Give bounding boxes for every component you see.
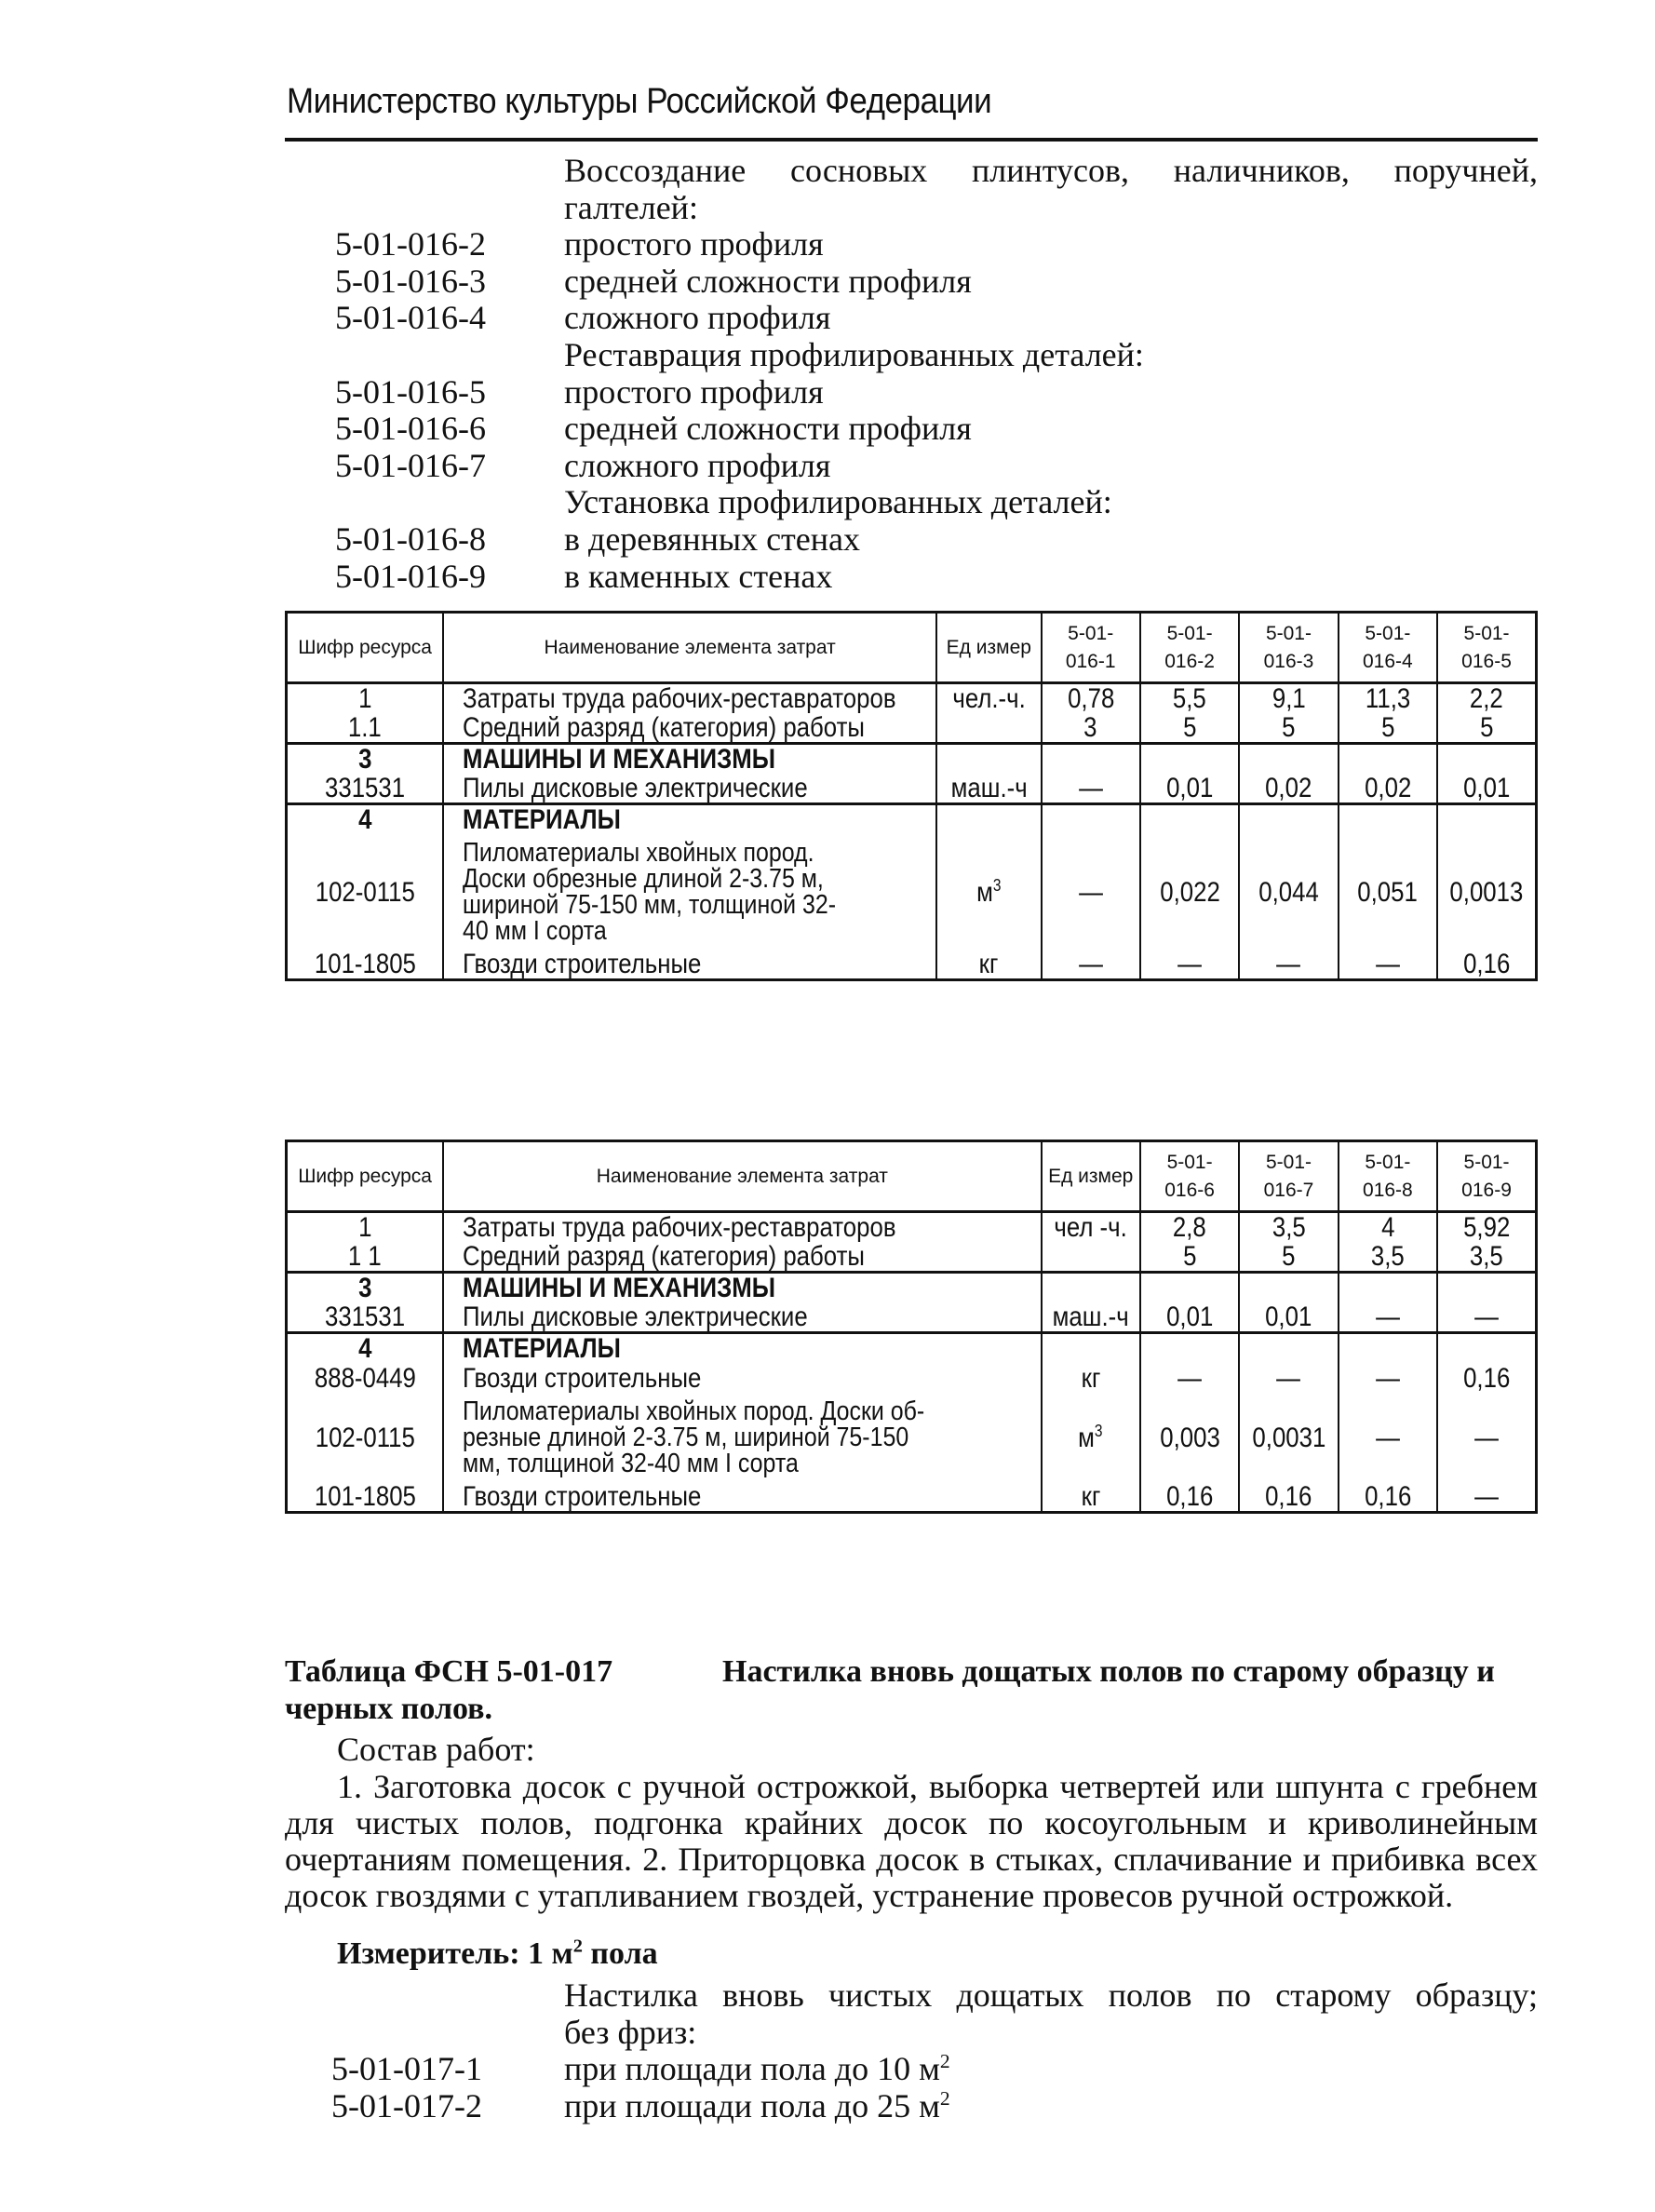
item-text: Настилка вновь чистых дощатых полов по старому образцу; (564, 1976, 1538, 2014)
header-col-1: 5-01- 016-1 (1042, 613, 1140, 683)
cell-value: 3,5 (1239, 1212, 1338, 1243)
cell-value: — (1339, 950, 1437, 980)
item-text: Реставрация профилированных деталей: (564, 335, 1144, 373)
cell-element-name: Средний разряд (категория) работы (443, 713, 936, 744)
cell-value (1239, 744, 1338, 775)
list-item (331, 2088, 1541, 2125)
cell-unit: $м^3$ (936, 834, 1041, 950)
table-row (287, 713, 1537, 744)
list-item (335, 411, 1545, 448)
cell-value: — (1339, 1302, 1437, 1333)
cell-element-name: Гвозди строительные (443, 1482, 1041, 1513)
table-row (287, 1482, 1537, 1513)
cell-value: 5 (1239, 713, 1338, 744)
cell-unit: кг (936, 950, 1041, 980)
cell-value (1239, 1273, 1338, 1303)
section-title-text: Настилка вновь дощатых полов по старому образцу и (722, 1654, 1495, 1689)
cell-value: 3,5 (1339, 1242, 1437, 1273)
cell-value: 0,044 (1239, 834, 1338, 950)
item-text: Установка профилированных деталей: (564, 483, 1112, 521)
list-item (335, 226, 1545, 263)
header-col-4: 5-01- 016-4 (1339, 613, 1437, 683)
top-code-list (335, 153, 1545, 595)
cell-value: 0,16 (1437, 950, 1536, 980)
cell-value: 0,16 (1239, 1482, 1338, 1513)
cell-unit: $м^3$ (1042, 1393, 1140, 1482)
cell-value: 0,16 (1140, 1482, 1239, 1513)
resource-code: 5-01-016-5 (335, 372, 486, 411)
cell-value: 0,01 (1239, 1302, 1338, 1333)
cell-value: — (1239, 950, 1338, 980)
table-row (287, 1302, 1537, 1333)
header-col-2: 5-01- 016-7 (1239, 1141, 1338, 1212)
cell-element-name: Средний разряд (категория) работы (443, 1242, 1041, 1273)
work-heading: Состав работ: (337, 1731, 535, 1768)
cell-value: 3 (1042, 713, 1140, 744)
item-text: сложного профиля (564, 299, 831, 337)
resource-code: 5-01-016-7 (335, 446, 486, 484)
cell-element-name: Пиломатериалы хвойных пород. Доски обрезные длиной 2-3.75 м, шириной 75-150 мм, толщиной 32- 40 мм I сорта (443, 834, 936, 950)
section-code: Таблица ФСН 5-01-017 (285, 1654, 613, 1689)
section-title (285, 1653, 1541, 1728)
cell-value (1042, 744, 1140, 775)
header-element-name: Наименование элемента затрат (443, 1141, 1041, 1212)
list-item (335, 263, 1545, 301)
cell-value: 0,02 (1239, 774, 1338, 804)
header-col-5: 5-01- 016-5 (1437, 613, 1536, 683)
cell-value: 4 (1339, 1212, 1437, 1243)
resource-table-1 (285, 611, 1538, 981)
cell-value: 0,16 (1437, 1363, 1536, 1393)
cell-element-name: Затраты труда рабочих-реставраторов (443, 1212, 1041, 1243)
cell-value: 5 (1339, 713, 1437, 744)
cell-value: 2,8 (1140, 1212, 1239, 1243)
cell-resource-code: 888-0449 (287, 1363, 444, 1393)
resource-code: 5-01-016-9 (335, 557, 486, 595)
cell-value: 0,01 (1140, 1302, 1239, 1333)
cell-resource-code: 331531 (287, 1302, 444, 1333)
table-row (287, 950, 1537, 980)
bottom-code-list (331, 1977, 1541, 2124)
cell-element-name: МАТЕРИАЛЫ (443, 804, 936, 835)
cell-value: 3,5 (1437, 1242, 1536, 1273)
cell-value: — (1042, 774, 1140, 804)
cell-value (1437, 1273, 1536, 1303)
cell-value: 0,01 (1140, 774, 1239, 804)
cell-value: 0,003 (1140, 1393, 1239, 1482)
cell-value: — (1042, 834, 1140, 950)
cell-value: 5 (1140, 713, 1239, 744)
resource-code: 5-01-016-3 (335, 262, 486, 300)
cell-unit (1042, 1333, 1140, 1364)
cell-unit: маш.-ч (936, 774, 1041, 804)
cell-value: — (1437, 1482, 1536, 1513)
item-text: средней сложности профиля (564, 410, 972, 448)
cell-value: 5 (1140, 1242, 1239, 1273)
resource-code: 5-01-016-6 (335, 410, 486, 448)
cell-unit: кг (1042, 1363, 1140, 1393)
header-col-3: 5-01- 016-3 (1239, 613, 1338, 683)
cell-value: — (1339, 1363, 1437, 1393)
list-item (331, 2015, 1541, 2052)
table-row (287, 1363, 1537, 1393)
header-resource-code: Шифр ресурса (287, 1141, 444, 1212)
table-row (287, 804, 1537, 835)
cell-value: 0,16 (1339, 1482, 1437, 1513)
work-composition: 1. Заготовка досок с ручной острожкой, выборка четвертей или шпунта с гребнем для чистых полов, подгонка крайних досок по косоугольным и криволинейным очертаниям помещения. 2. Приторцовка досок в стыках, сплачивание и прибивка всех досок гвоздями с утапливанием гвоздей, устранение провесов ручной острожкой. (285, 1768, 1538, 1914)
cell-resource-code: 101-1805 (287, 950, 444, 980)
item-text: без фриз: (564, 2013, 697, 2051)
cell-value: 9,1 (1239, 683, 1338, 714)
cell-value: 0,01 (1437, 774, 1536, 804)
cell-resource-code: 1 (287, 1212, 444, 1243)
cell-value (1437, 744, 1536, 775)
list-item (335, 153, 1545, 190)
item-text: при площади пола до 10 $м^2$ (564, 2050, 950, 2088)
cell-value (1042, 804, 1140, 835)
cell-value (1339, 1333, 1437, 1364)
cell-unit: чел -ч. (1042, 1212, 1140, 1243)
cell-value: 5 (1437, 713, 1536, 744)
cell-value (1239, 804, 1338, 835)
cell-value: 5,92 (1437, 1212, 1536, 1243)
cell-value: — (1140, 950, 1239, 980)
cell-value (1140, 1273, 1239, 1303)
table-row (287, 744, 1537, 775)
item-text: сложного профиля (564, 446, 831, 484)
cell-value: 2,2 (1437, 683, 1536, 714)
resource-code: 5-01-016-8 (335, 519, 486, 558)
table-row (287, 1273, 1537, 1303)
list-item (335, 374, 1545, 411)
item-text: простого профиля (564, 372, 824, 411)
item-text: Воссоздание сосновых плинтусов, наличников, поручней, (564, 152, 1538, 189)
cell-unit (1042, 1242, 1140, 1273)
list-item (335, 559, 1545, 596)
cell-unit: чел.-ч. (936, 683, 1041, 714)
cell-resource-code: 1 1 (287, 1242, 444, 1273)
cell-unit (1042, 1273, 1140, 1303)
header-unit: Ед измер (1042, 1141, 1140, 1212)
cell-value: — (1239, 1363, 1338, 1393)
header-col-1: 5-01- 016-6 (1140, 1141, 1239, 1212)
header-col-4: 5-01- 016-9 (1437, 1141, 1536, 1212)
cell-resource-code: 3 (287, 1273, 444, 1303)
cell-value (1339, 1273, 1437, 1303)
cell-resource-code: 3 (287, 744, 444, 775)
cell-resource-code: 1.1 (287, 713, 444, 744)
cell-resource-code: 101-1805 (287, 1482, 444, 1513)
table-row (287, 1212, 1537, 1243)
cell-element-name: Пилы дисковые электрические (443, 1302, 1041, 1333)
cell-value: 5 (1239, 1242, 1338, 1273)
table-row (287, 1242, 1537, 1273)
list-item (335, 300, 1545, 337)
table-row (287, 774, 1537, 804)
cell-resource-code: 102-0115 (287, 1393, 444, 1482)
measure-unit: Измеритель: 1 $м^2$ пола (337, 1936, 658, 1971)
cell-value (1239, 1333, 1338, 1364)
cell-value: 0,78 (1042, 683, 1140, 714)
cell-value (1437, 1333, 1536, 1364)
header-rule (285, 138, 1538, 142)
cell-resource-code: 4 (287, 804, 444, 835)
cell-resource-code: 331531 (287, 774, 444, 804)
list-item (335, 448, 1545, 485)
cell-value: 0,022 (1140, 834, 1239, 950)
cell-resource-code: 102-0115 (287, 834, 444, 950)
item-text: простого профиля (564, 225, 824, 263)
cell-element-name: МАШИНЫ И МЕХАНИЗМЫ (443, 1273, 1041, 1303)
cell-value: 0,0031 (1239, 1393, 1338, 1482)
resource-code: 5-01-016-2 (335, 225, 486, 263)
header-element-name: Наименование элемента затрат (443, 613, 936, 683)
cell-unit (936, 804, 1041, 835)
cell-value: 0,0013 (1437, 834, 1536, 950)
cell-value: 11,3 (1339, 683, 1437, 714)
cell-element-name: Гвозди строительные (443, 950, 936, 980)
list-item (335, 337, 1545, 374)
cell-resource-code: 1 (287, 683, 444, 714)
list-item (335, 521, 1545, 559)
cell-value (1140, 744, 1239, 775)
list-item (331, 1977, 1541, 2015)
cell-value (1140, 1333, 1239, 1364)
cell-element-name: МАШИНЫ И МЕХАНИЗМЫ (443, 744, 936, 775)
resource-code: 5-01-017-1 (331, 2050, 482, 2088)
table-row (287, 1393, 1537, 1482)
cell-value (1339, 744, 1437, 775)
header-col-3: 5-01- 016-8 (1339, 1141, 1437, 1212)
header-resource-code: Шифр ресурса (287, 613, 444, 683)
cell-value: — (1339, 1393, 1437, 1482)
cell-value: — (1140, 1363, 1239, 1393)
cell-unit: маш.-ч (1042, 1302, 1140, 1333)
cell-unit (936, 744, 1041, 775)
table-row (287, 834, 1537, 950)
resource-table-2 (285, 1140, 1538, 1514)
list-item (335, 190, 1545, 227)
header-unit: Ед измер (936, 613, 1041, 683)
cell-unit (936, 713, 1041, 744)
cell-unit: кг (1042, 1482, 1140, 1513)
table-row (287, 1333, 1537, 1364)
resource-code: 5-01-017-2 (331, 2086, 482, 2124)
item-text: средней сложности профиля (564, 262, 972, 300)
running-header: Министерство культуры Российской Федерации (287, 82, 992, 121)
cell-value (1140, 804, 1239, 835)
cell-element-name: Пиломатериалы хвойных пород. Доски об- резные длиной 2-3.75 м, шириной 75-150 мм, толщиной 32-40 мм I сорта (443, 1393, 1041, 1482)
cell-value: 5,5 (1140, 683, 1239, 714)
cell-value: — (1437, 1302, 1536, 1333)
header-col-2: 5-01- 016-2 (1140, 613, 1239, 683)
cell-element-name: Гвозди строительные (443, 1363, 1041, 1393)
cell-element-name: Пилы дисковые электрические (443, 774, 936, 804)
item-text: при площади пола до 25 $м^2$ (564, 2086, 950, 2124)
cell-value (1339, 804, 1437, 835)
cell-value (1437, 804, 1536, 835)
cell-resource-code: 4 (287, 1333, 444, 1364)
list-item (335, 484, 1545, 521)
cell-element-name: Затраты труда рабочих-реставраторов (443, 683, 936, 714)
table-row (287, 683, 1537, 714)
resource-code: 5-01-016-4 (335, 299, 486, 337)
cell-element-name: МАТЕРИАЛЫ (443, 1333, 1041, 1364)
cell-value: 0,02 (1339, 774, 1437, 804)
cell-value: 0,051 (1339, 834, 1437, 950)
cell-value: — (1437, 1393, 1536, 1482)
list-item (331, 2051, 1541, 2088)
item-text: в каменных стенах (564, 557, 833, 595)
cell-value: — (1042, 950, 1140, 980)
section-title-continuation: черных полов. (285, 1692, 493, 1726)
item-text: в деревянных стенах (564, 519, 861, 558)
item-text: галтелей: (564, 188, 698, 226)
